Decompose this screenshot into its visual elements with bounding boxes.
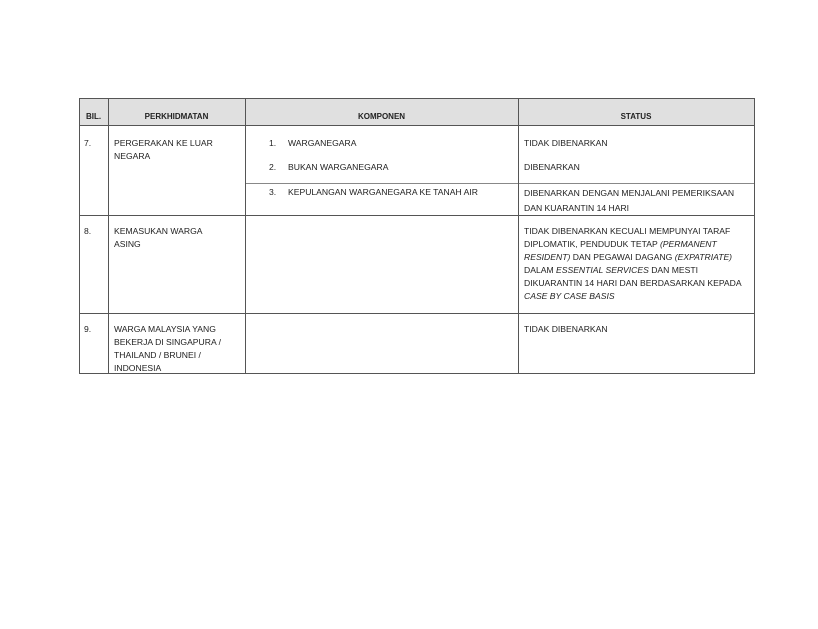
header-perkhidmatan: PERKHIDMATAN bbox=[144, 112, 209, 121]
header-status: STATUS bbox=[620, 112, 652, 121]
status: DIBENARKAN DENGAN MENJALANI PEMERIKSAAN DAN KUARANTIN 14 HARI bbox=[524, 188, 735, 213]
header-komponen: KOMPONEN bbox=[357, 112, 406, 121]
komponen-label: WARGANEGARA bbox=[288, 138, 357, 148]
row-9-status: TIDAK DIBENARKAN bbox=[524, 324, 608, 334]
row-8-perkhidmatan: KEMASUKAN WARGA ASING bbox=[114, 226, 203, 249]
header-bil: BIL. bbox=[85, 112, 102, 121]
row-8-bil: 8. bbox=[84, 226, 92, 236]
komponen-num: 3. bbox=[269, 187, 277, 197]
komponen-num: 2. bbox=[269, 162, 277, 172]
komponen-label: BUKAN WARGANEGARA bbox=[288, 162, 389, 172]
row-8-status: TIDAK DIBENARKAN KECUALI MEMPUNYAI TARAF DIPLOMATIK, PENDUDUK TETAP (PERMANENT RESIDENT) DAN PEGAWAI DAGANG (EXPATRIATE) DALAM ESSENTIAL SERVICES DAN MESTI DIKUARANTIN 14 HARI DAN BERDASARKAN KEPADA CASE BY CASE BASIS bbox=[524, 226, 742, 301]
status: DIBENARKAN bbox=[524, 162, 580, 172]
row-7-bil: 7. bbox=[84, 138, 92, 148]
status: TIDAK DIBENARKAN bbox=[524, 138, 608, 148]
row-7-perkhidmatan: PERGERAKAN KE LUAR NEGARA bbox=[114, 138, 213, 161]
komponen-num: 1. bbox=[269, 138, 277, 148]
row-9-bil: 9. bbox=[84, 324, 92, 334]
row-9-perkhidmatan: WARGA MALAYSIA YANG BEKERJA DI SINGAPURA / THAILAND / BRUNEI / INDONESIA bbox=[114, 324, 221, 373]
komponen-label: KEPULANGAN WARGANEGARA KE TANAH AIR bbox=[288, 187, 478, 197]
